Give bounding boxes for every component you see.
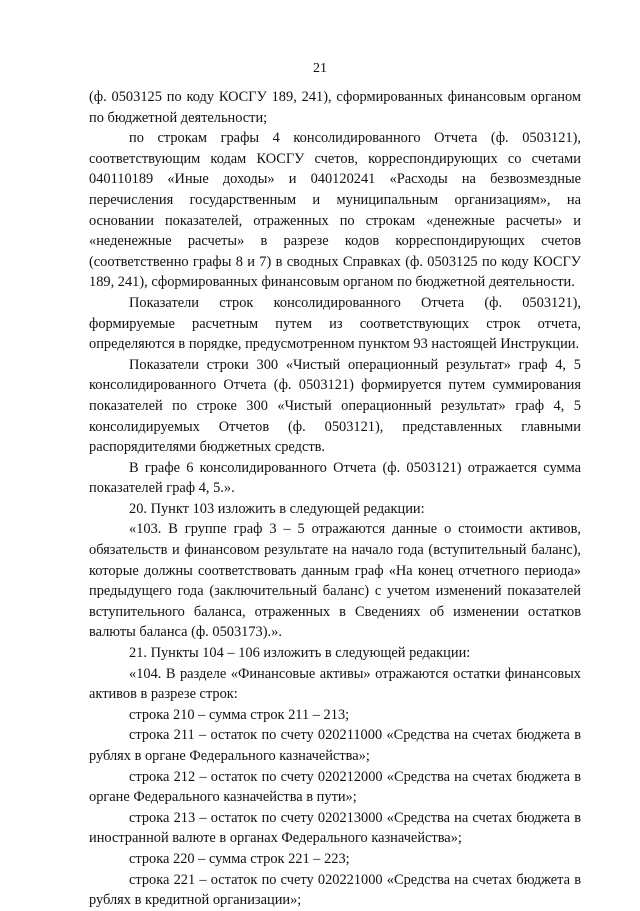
paragraph: строка 213 – остаток по счету 020213000 «Средства на счетах бюджета в иностранной валюте в органах Федерального казначейства»; xyxy=(89,809,581,847)
paragraph: Показатели строк консолидированного Отчета (ф. 0503121), формируемые расчетным путем из соответствующих строк отчета, определяются в порядке, предусмотренном пунктом 93 настоящей Инструкции. xyxy=(89,294,581,353)
paragraph: Показатели строки 300 «Чистый операционный результат» граф 4, 5 консолидированного Отчета (ф. 0503121) формируется путем суммирования показателей по строке 300 «Чистый операционный результат» граф 4, 5 консолидируемых Отчетов (ф. 0503121), представленных главными распорядителями бюджетных средств. xyxy=(89,356,581,456)
paragraph: строка 221 – остаток по счету 020221000 «Средства на счетах бюджета в рублях в кредитной организации»; xyxy=(89,871,581,909)
paragraph: строка 220 – сумма строк 221 – 223; xyxy=(129,850,350,867)
document-body xyxy=(89,87,581,911)
paragraph: по строкам графы 4 консолидированного Отчета (ф. 0503121), соответствующим кодам КОСГУ счетов, корреспондирующих со счетами 040110189 «Иные доходы» и 040120241 «Расходы на безвозмездные перечисления государственным и муниципальным организациям», на основании показателей, отраженных по строкам «денежные расчеты» и «неденежные расчеты» в разрезе кодов корреспондирующих счетов (соответственно графы 8 и 7) в сводных Справках (ф. 0503125 по коду КОСГУ 189, 241), сформированных финансовым органом по бюджетной деятельности. xyxy=(89,130,581,291)
paragraph: В графе 6 консолидированного Отчета (ф. 0503121) отражается сумма показателей граф 4, 5.». xyxy=(89,459,581,497)
paragraph: строка 210 – сумма строк 211 – 213; xyxy=(129,706,350,723)
page-number: 21 xyxy=(313,61,327,76)
paragraph: строка 212 – остаток по счету 020212000 «Средства на счетах бюджета в органе Федерального казначейства в пути»; xyxy=(89,768,581,806)
paragraph: 20. Пункт 103 изложить в следующей редакции: xyxy=(129,500,425,517)
paragraph: строка 211 – остаток по счету 020211000 «Средства на счетах бюджета в рублях в органе Федерального казначейства»; xyxy=(89,727,581,764)
paragraph: (ф. 0503125 по коду КОСГУ 189, 241), сформированных финансовым органом по бюджетной деятельности; xyxy=(89,89,581,126)
paragraph: «104. В разделе «Финансовые активы» отражаются остатки финансовых активов в разрезе строк: xyxy=(89,665,581,703)
paragraph: «103. В группе граф 3 – 5 отражаются данные о стоимости активов, обязательств и финансовом результате на начало года (вступительный баланс), которые должны соответствовать данным граф «На конец отчетного периода» предыдущего года (заключительный баланс) с учетом изменений показателей вступительного баланса, отраженных в Сведениях об изменении остатков валюты баланса (ф. 0503173).». xyxy=(89,521,581,641)
paragraph: 21. Пункты 104 – 106 изложить в следующей редакции: xyxy=(129,645,471,662)
